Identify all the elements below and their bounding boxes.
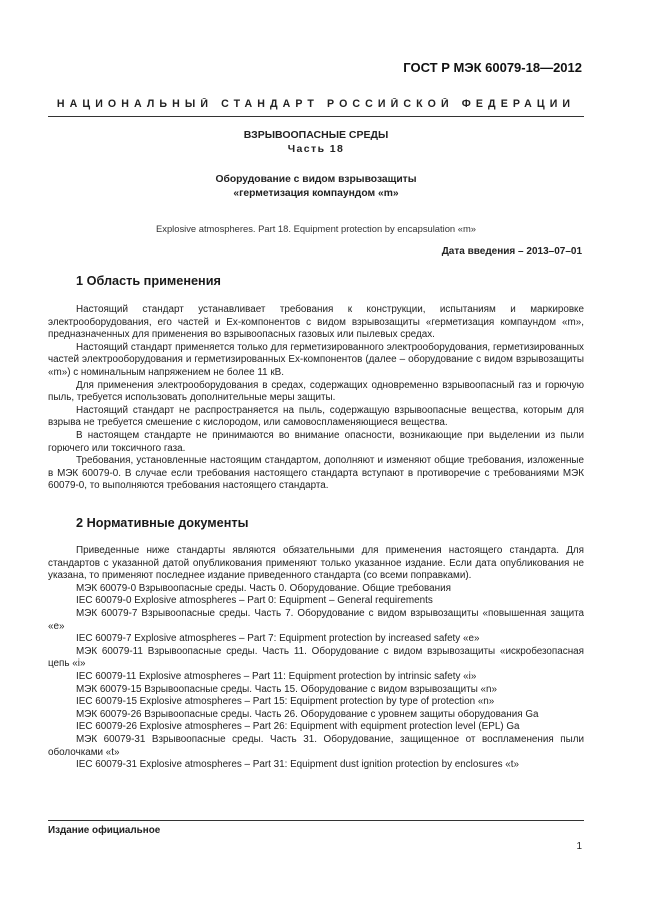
title-part: Часть 18 <box>287 143 345 155</box>
reference-entry: IEC 60079-15 Explosive atmospheres – Part 15: Equipment protection by type of protection «n» <box>76 696 495 708</box>
introduction-date: Дата введения – 2013–07–01 <box>441 246 582 257</box>
document-number: ГОСТ Р МЭК 60079-18—2012 <box>403 60 582 75</box>
title-main: ВЗРЫВООПАСНЫЕ СРЕДЫ <box>243 129 389 141</box>
reference-entry: МЭК 60079-26 Взрывоопасные среды. Часть 26. Оборудование с уровнем защиты оборудования Ga <box>76 708 539 720</box>
reference-entry: МЭК 60079-7 Взрывоопасные среды. Часть 7. Оборудование с видом взрывозащиты «повышенная защита «е» <box>48 607 584 632</box>
top-divider <box>48 116 584 117</box>
reference-entry: IEC 60079-26 Explosive atmospheres – Part 26: Equipment with equipment protection level (EPL) Ga <box>76 721 520 733</box>
reference-entry: МЭК 60079-15 Взрывоопасные среды. Часть 15. Оборудование с видом взрывозащиты «n» <box>76 683 498 695</box>
title-block <box>48 128 584 235</box>
section-2-body <box>48 545 584 772</box>
national-standard-banner: НАЦИОНАЛЬНЫЙ СТАНДАРТ РОССИЙСКОЙ ФЕДЕРАЦИИ <box>56 98 576 110</box>
section-2-heading: 2 Нормативные документы <box>76 516 249 530</box>
paragraph: Приведенные ниже стандарты являются обязательными для применения настоящего стандарта. Для стандартов с указанной датой опубликования применяют только указанное издание. Если дата опубликования не указана, то применяют последнее издание приведенного стандарта (со всеми поправками). <box>48 545 584 582</box>
english-title: Explosive atmospheres. Part 18. Equipment protection by encapsulation «m» <box>156 223 476 234</box>
reference-entry: IEC 60079-31 Explosive atmospheres – Part 31: Equipment dust ignition protection by enclosures «t» <box>76 759 519 771</box>
subtitle <box>48 173 584 201</box>
reference-entry: МЭК 60079-11 Взрывоопасные среды. Часть 11. Оборудование с видом взрывозащиты «искробезопасная цепь «i» <box>48 645 584 670</box>
reference-entry: МЭК 60079-31 Взрывоопасные среды. Часть 31. Оборудование, защищенное от воспламенения пыли оболочками «t» <box>48 733 584 758</box>
subtitle-line-1: Оборудование с видом взрывозащиты <box>215 174 417 185</box>
paragraph: Настоящий стандарт применяется только для герметизированного электрооборудования, герметизированных частей электрооборудования и герметизированных Ex-компонентов (далее – оборудование с видом взрывозащиты «m») с номинальным напряжением не более 11 кВ. <box>48 341 584 378</box>
reference-entry: МЭК 60079-0 Взрывоопасные среды. Часть 0. Оборудование. Общие требования <box>76 582 451 594</box>
section-1-heading: 1 Область применения <box>76 274 221 288</box>
reference-entry: IEC 60079-7 Explosive atmospheres – Part 7: Equipment protection by increased safety «e» <box>76 633 480 645</box>
paragraph: Настоящий стандарт устанавливает требования к конструкции, испытаниям и маркировке электрооборудования, его частей и Ex-компонентов с видом взрывозащиты «герметизация компаундом «m», предназначенных для применения во взрывоопасных газовых или пылевых средах. <box>48 304 584 341</box>
page-number: 1 <box>576 841 582 852</box>
reference-entry: IEC 60079-11 Explosive atmospheres – Part 11: Equipment protection by intrinsic safety «i» <box>76 670 477 682</box>
section-1-body <box>48 304 584 493</box>
footer-divider <box>48 820 584 821</box>
paragraph: Настоящий стандарт не распространяется на пыль, содержащую взрывоопасные вещества, которым для взрыва не требуется смешение с кислородом, или самовоспламеняющиеся вещества. <box>48 404 584 429</box>
paragraph: В настоящем стандарте не принимаются во внимание опасности, возникающие при выделении из пыли горючего или токсичного газа. <box>48 429 584 454</box>
subtitle-line-2: «герметизация компаундом «m» <box>233 188 399 199</box>
paragraph: Для применения электрооборудования в средах, содержащих одновременно взрывоопасный газ и горючую пыль, требуется использовать дополнительные меры защиты. <box>48 379 584 404</box>
reference-entry: IEC 60079-0 Explosive atmospheres – Part 0: Equipment – General requirements <box>76 595 433 607</box>
edition-label: Издание официальное <box>48 825 161 836</box>
paragraph: Требования, установленные настоящим стандартом, дополняют и изменяют общие требования, изложенные в МЭК 60079-0. В случае если требования настоящего стандарта вступают в противоречие с требованиями МЭК 60079-0, то выполняются требования настоящего стандарта. <box>48 455 584 492</box>
